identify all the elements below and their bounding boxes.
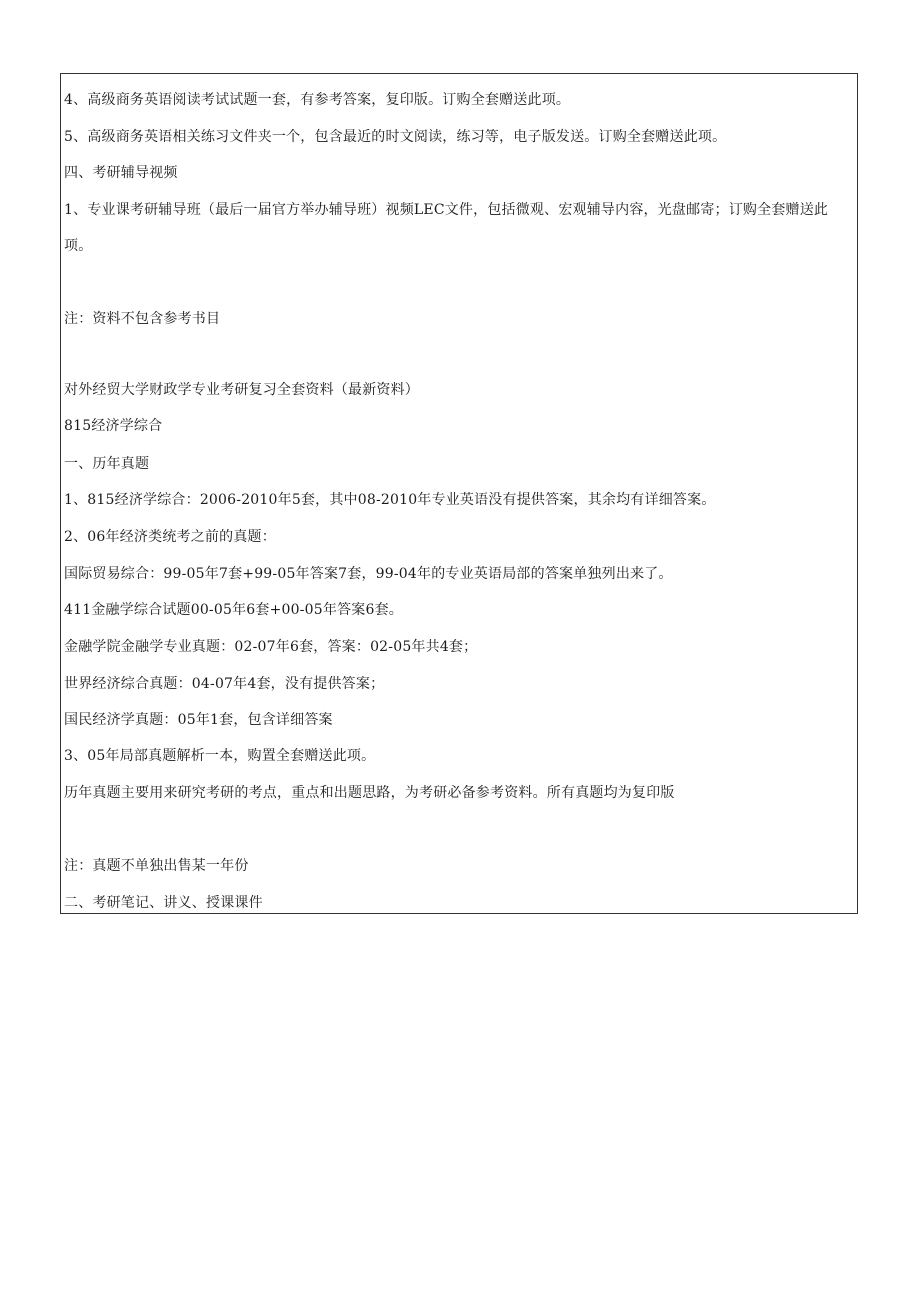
text-line-1: 4、高级商务英语阅读考试试题一套，有参考答案，复印版。订购全套赠送此项。 bbox=[64, 92, 571, 108]
note-no-reference-books: 注：资料不包含参考书目 bbox=[64, 311, 221, 327]
section-heading-video: 四、考研辅导视频 bbox=[64, 165, 178, 181]
text-line-finance-411: 411金融学综合试题00-05年6套+00-05年答案6套。 bbox=[64, 602, 403, 618]
text-line-exam-summary: 历年真题主要用来研究考研的考点，重点和出题思路，为考研必备参考资料。所有真题均为复印版 bbox=[64, 785, 675, 801]
text-line-exam-1: 1、815经济学综合：2006-2010年5套，其中08-2010年专业英语没有提供答案，其余均有详细答案。 bbox=[64, 492, 716, 508]
note-exams-not-sold-separately: 注：真题不单独出售某一年份 bbox=[64, 858, 249, 874]
text-line-exam-2: 2、06年经济类统考之前的真题： bbox=[64, 529, 276, 545]
text-line-exam-3: 3、05年局部真题解析一本，购置全套赠送此项。 bbox=[64, 748, 376, 764]
document-title: 对外经贸大学财政学专业考研复习全套资料（最新资料） bbox=[64, 382, 419, 398]
section-heading-past-exams: 一、历年真题 bbox=[64, 456, 150, 472]
text-line-world-economy: 世界经济综合真题：04-07年4套，没有提供答案； bbox=[64, 676, 385, 692]
text-line-video-item: 1、专业课考研辅导班（最后一届官方举办辅导班）视频LEC文件，包括微观、宏观辅导内容，光盘邮寄；订购全套赠送此项。 bbox=[64, 202, 829, 254]
section-heading-notes: 二、考研笔记、讲义、授课课件 bbox=[64, 895, 263, 911]
document-table-cell bbox=[60, 73, 858, 914]
text-line-intl-trade: 国际贸易综合：99-05年7套+99-05年答案7套，99-04年的专业英语局部的答案单独列出来了。 bbox=[64, 566, 673, 582]
text-line-national-economy: 国民经济学真题：05年1套，包含详细答案 bbox=[64, 712, 333, 728]
text-line-finance-school: 金融学院金融学专业真题：02-07年6套，答案：02-05年共4套； bbox=[64, 639, 478, 655]
text-line-2: 5、高级商务英语相关练习文件夹一个，包含最近的时文阅读，练习等，电子版发送。订购全套赠送此项。 bbox=[64, 129, 727, 145]
subject-code: 815经济学综合 bbox=[64, 418, 163, 434]
